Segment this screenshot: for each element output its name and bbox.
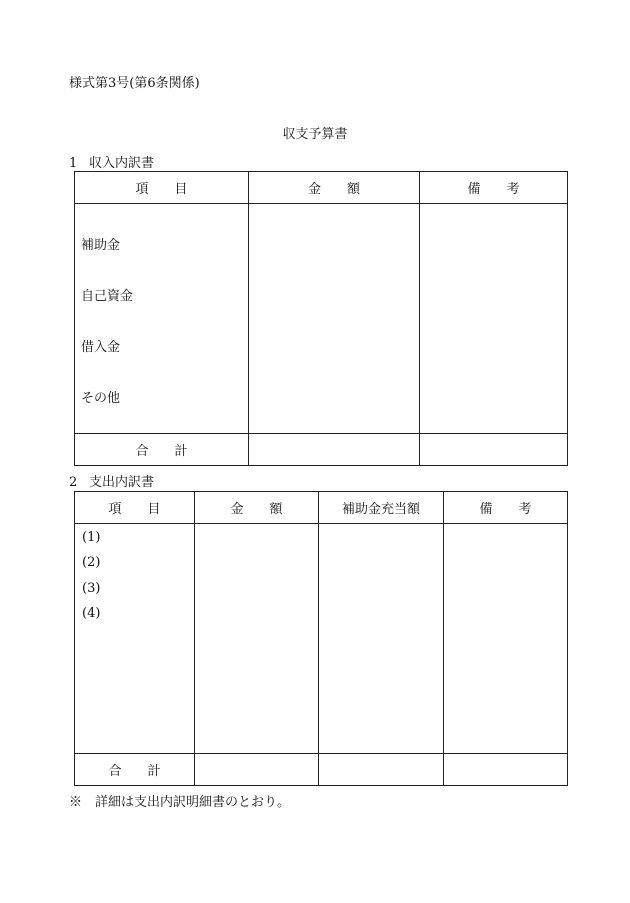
expense-total-remarks[interactable] [444,754,568,786]
income-total-amount[interactable] [249,434,420,466]
income-header-remarks: 備 考 [420,172,568,204]
expense-header-item: 項 目 [75,492,195,524]
income-section-number: 1 [69,156,78,171]
income-item-subsidy: 補助金 [81,238,121,253]
expense-body-row [75,524,568,754]
income-remarks-cell[interactable] [420,204,568,434]
expense-subsidy-cell[interactable] [319,524,444,754]
income-item-own-funds: 自己資金 [81,289,134,304]
income-total-remarks[interactable] [420,434,568,466]
form-number: 様式第3号(第6条関係) [69,76,200,91]
expense-section-title: 支出内訳書 [89,475,155,490]
income-header-amount: 金 額 [249,172,420,204]
income-section-title: 収入内訳書 [89,156,155,171]
income-item-other: その他 [81,391,121,406]
expense-item-cell [75,524,195,754]
expense-header-remarks: 備 考 [444,492,568,524]
expense-header-subsidy-allocation: 補助金充当額 [319,492,444,524]
income-total-label: 合 計 [75,434,249,466]
expense-total-row [75,754,568,786]
expense-total-label: 合 計 [75,754,195,786]
expense-item-1: (1) [82,530,101,545]
income-body-row [75,204,568,434]
expense-remarks-cell[interactable] [444,524,568,754]
expense-item-2: (2) [82,555,101,570]
income-item-loan: 借入金 [81,340,121,355]
income-header-row [75,172,568,204]
income-amount-cell[interactable] [249,204,420,434]
income-header-item: 項 目 [75,172,249,204]
document-title: 収支予算書 [282,127,348,142]
expense-section-heading [69,471,154,490]
expense-total-subsidy[interactable] [319,754,444,786]
expense-item-3: (3) [82,581,101,596]
expense-total-amount[interactable] [195,754,319,786]
expense-header-amount: 金 額 [195,492,319,524]
expense-table [74,491,568,786]
expense-header-row [75,492,568,524]
income-item-cell [75,204,249,434]
expense-amount-cell[interactable] [195,524,319,754]
expense-section-number: 2 [69,475,78,490]
footnote: ※ 詳細は支出内訳明細書のとおり。 [69,795,291,810]
income-section-heading [69,152,154,171]
income-total-row [75,434,568,466]
income-table [74,171,568,466]
expense-item-4: (4) [82,606,101,621]
